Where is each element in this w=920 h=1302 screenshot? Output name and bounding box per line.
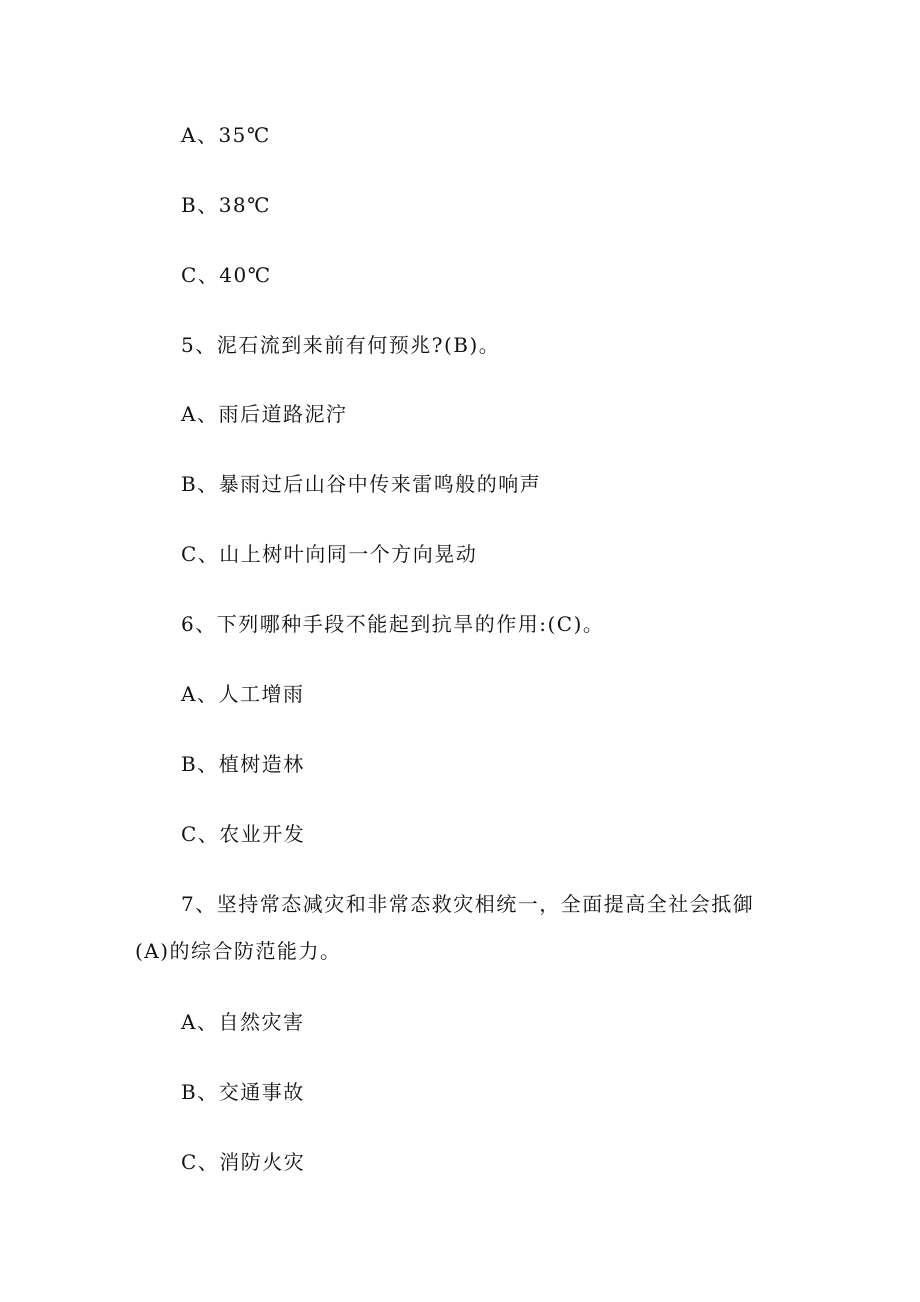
question-7-continuation: (A)的综合防范能力。 xyxy=(135,939,342,963)
q7-option-c: C、消防火灾 xyxy=(181,1150,306,1174)
q5-option-c: C、山上树叶向同一个方向晃动 xyxy=(181,542,478,566)
question-6: 6、下列哪种手段不能起到抗旱的作用:(C)。 xyxy=(181,612,605,636)
q4-option-a: A、35℃ xyxy=(181,123,271,147)
question-7: 7、坚持常态减灾和非常态救灾相统一，全面提高全社会抵御 xyxy=(181,892,755,916)
q5-option-b: B、暴雨过后山谷中传来雷鸣般的响声 xyxy=(181,472,542,496)
q6-option-a: A、人工增雨 xyxy=(181,682,305,706)
q7-option-a: A、自然灾害 xyxy=(181,1010,305,1034)
q7-option-b: B、交通事故 xyxy=(181,1080,305,1104)
q4-option-b: B、38℃ xyxy=(181,193,272,217)
q5-option-a: A、雨后道路泥泞 xyxy=(181,402,348,426)
q6-option-b: B、植树造林 xyxy=(181,752,305,776)
q6-option-c: C、农业开发 xyxy=(181,822,306,846)
question-5: 5、泥石流到来前有何预兆?(B)。 xyxy=(181,333,501,357)
q4-option-c: C、40℃ xyxy=(181,263,272,287)
